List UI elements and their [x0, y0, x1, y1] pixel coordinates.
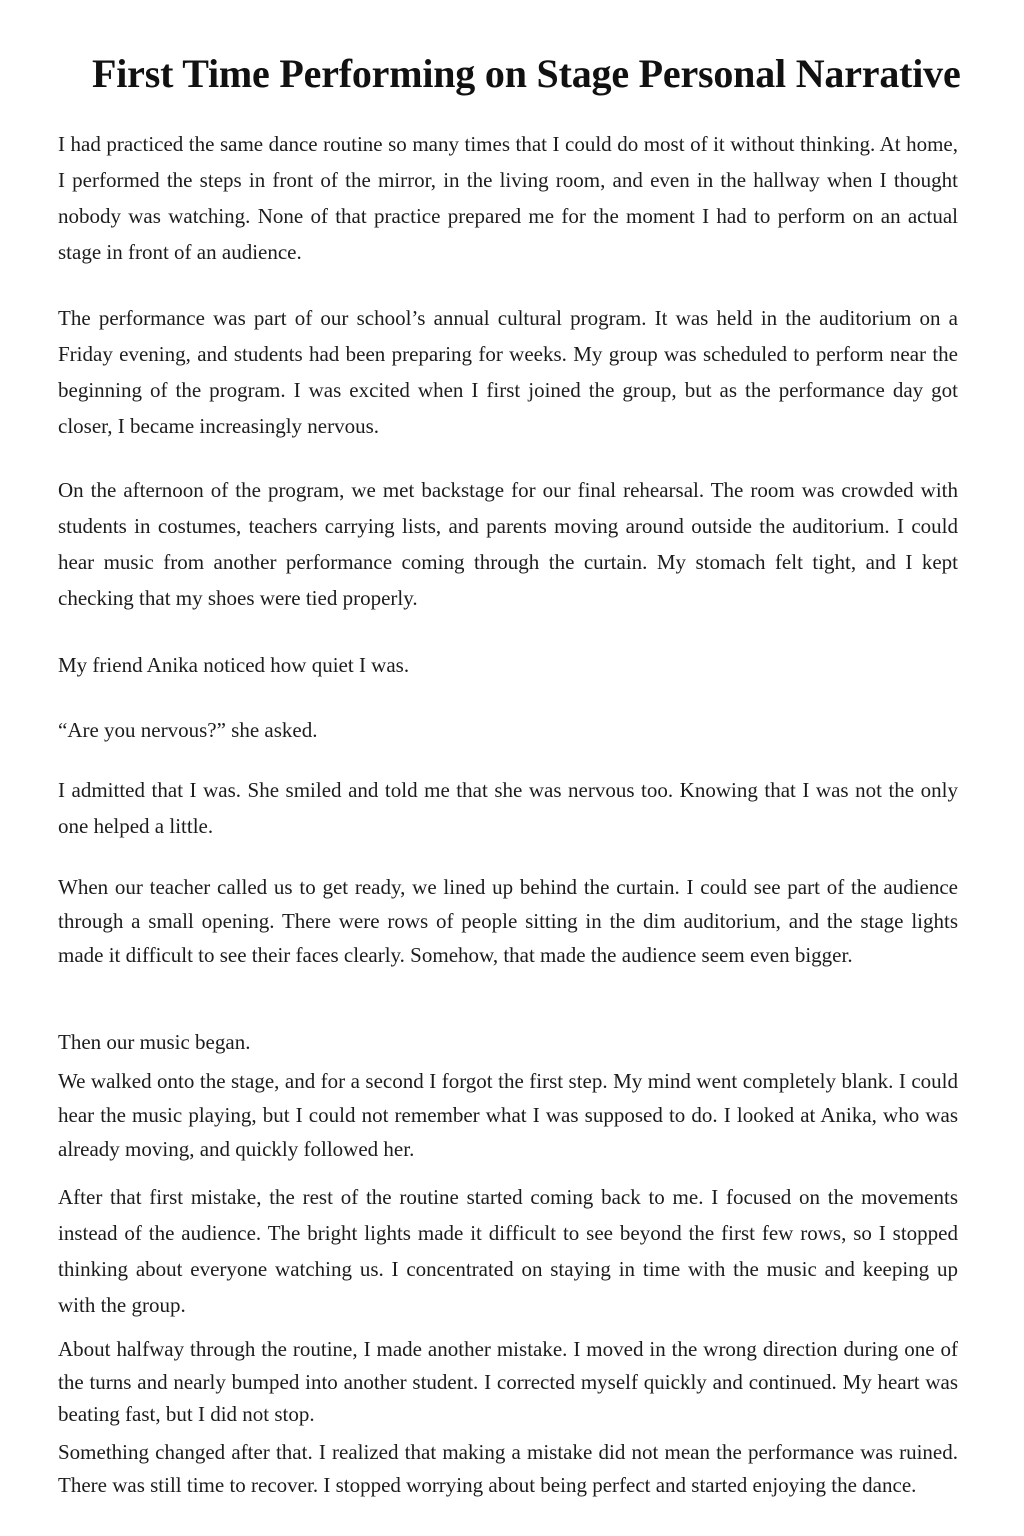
paragraph-forgot-step: We walked onto the stage, and for a second I forgot the first step. My mind went completely blank. I could hear the music playing, but I could not remember what I was supposed to do. I looked at Anika, who was already moving, and quickly followed her.	[58, 1069, 958, 1161]
document-page	[58, 0, 961, 1536]
paragraph-admitted: I admitted that I was. She smiled and told me that she was nervous too. Knowing that I was not the only one helped a little.	[58, 778, 958, 838]
paragraph-routine-coming-back: After that first mistake, the rest of the routine started coming back to me. I focused on the movements instead of the audience. The bright lights made it difficult to see beyond the first few rows, so I stopped thinking about everyone watching us. I concentrated on staying in time with the music and keeping up with the group.	[58, 1185, 958, 1317]
paragraph-another-mistake: About halfway through the routine, I made another mistake. I moved in the wrong direction during one of the turns and nearly bumped into another student. I corrected myself quickly and continued. My heart was beating fast, but I did not stop.	[58, 1337, 958, 1426]
paragraph-curtain: When our teacher called us to get ready, we lined up behind the curtain. I could see part of the audience through a small opening. There were rows of people sitting in the dim auditorium, and the stage lights made it difficult to see their faces clearly. Somehow, that made the audience seem even bigger.	[58, 875, 958, 967]
document-title: First Time Performing on Stage Personal Narrative	[92, 51, 961, 96]
paragraph-are-you-nervous: “Are you nervous?” she asked.	[58, 718, 318, 742]
paragraph-cultural-program: The performance was part of our school’s annual cultural program. It was held in the auditorium on a Friday evening, and students had been preparing for weeks. My group was scheduled to perform near the beginning of the program. I was excited when I first joined the group, but as the performance day got closer, I became increasingly nervous.	[58, 306, 958, 438]
paragraph-backstage: On the afternoon of the program, we met backstage for our final rehearsal. The room was crowded with students in costumes, teachers carrying lists, and parents moving around outside the auditorium. I could hear music from another performance coming through the curtain. My stomach felt tight, and I kept checking that my shoes were tied properly.	[58, 478, 958, 610]
paragraph-something-changed: Something changed after that. I realized that making a mistake did not mean the performance was ruined. There was still time to recover. I stopped worrying about being perfect and started enjoying the dance.	[58, 1440, 958, 1497]
paragraph-anika-noticed: My friend Anika noticed how quiet I was.	[58, 653, 410, 677]
paragraph-practice: I had practiced the same dance routine so many times that I could do most of it without thinking. At home, I performed the steps in front of the mirror, in the living room, and even in the hallway when I thought nobody was watching. None of that practice prepared me for the moment I had to perform on an actual stage in front of an audience.	[58, 132, 958, 264]
paragraph-music-began: Then our music began.	[58, 1030, 251, 1054]
